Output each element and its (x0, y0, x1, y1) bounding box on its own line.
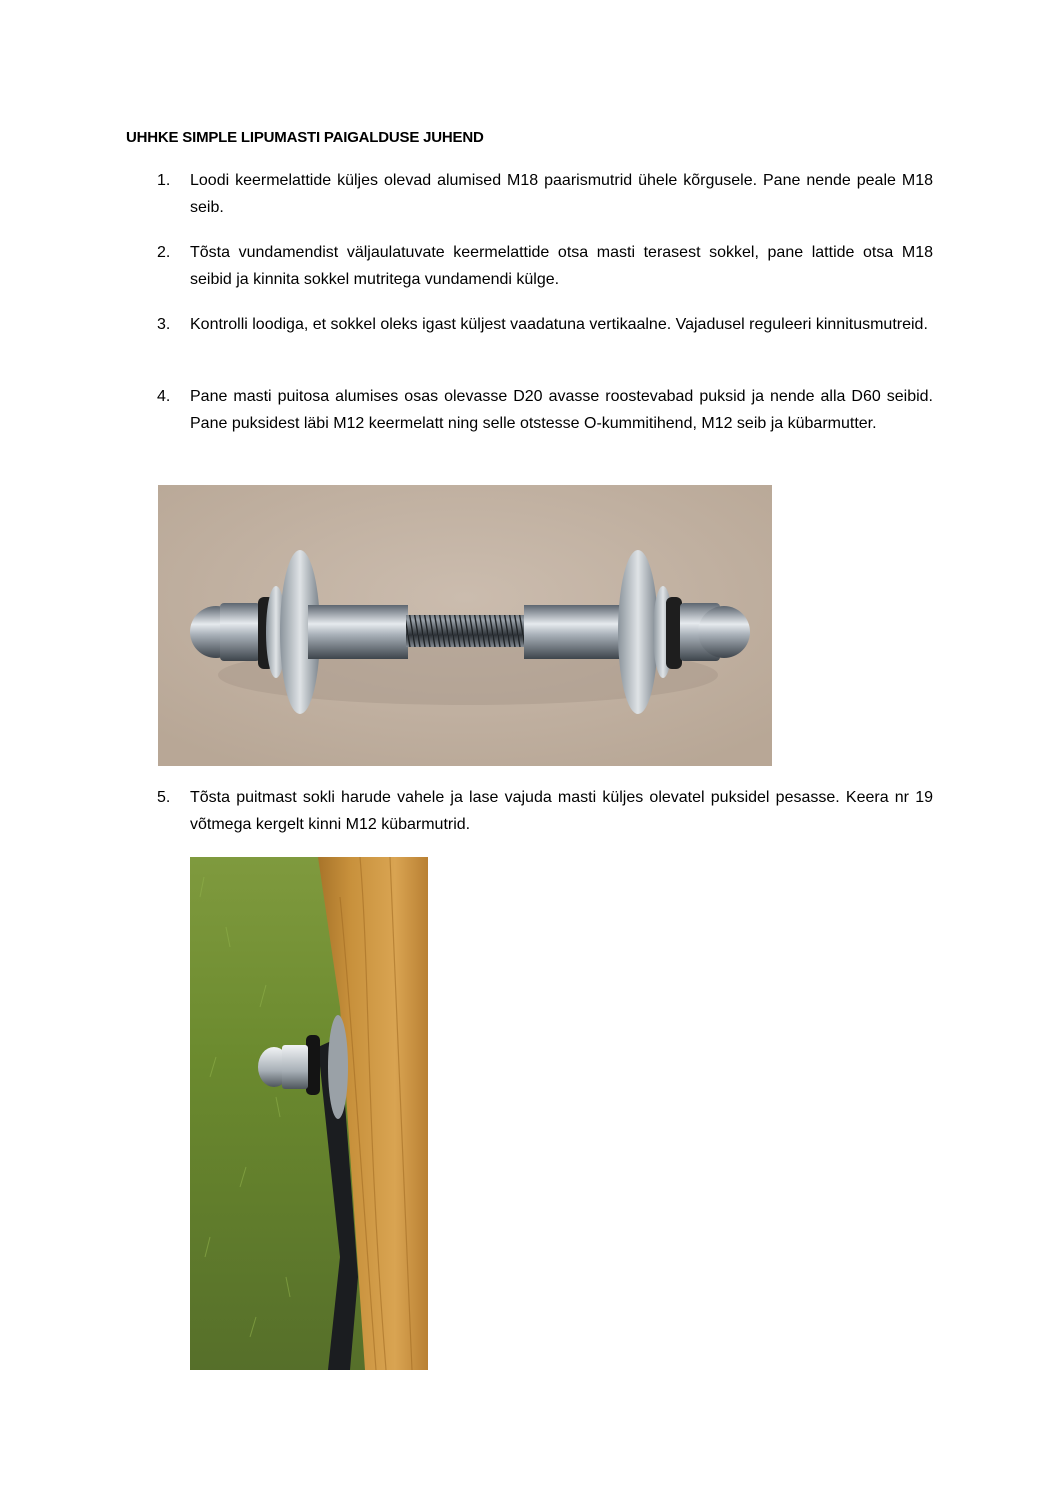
step-number: 4. (157, 388, 171, 405)
step-4 (157, 383, 933, 437)
bolt-assembly-photo (158, 485, 772, 766)
step-text: Pane masti puitosa alumises osas olevasse D20 avasse roostevabad puksid ja nende alla D60 seibid. Pane puksidest läbi M12 keermelatt ning selle otstesse O-kummitihend, M12 seib ja kübarmutter. (190, 388, 933, 432)
step-2 (157, 239, 933, 293)
step-number: 2. (157, 244, 171, 261)
step-text: Loodi keermelattide küljes olevad alumised M18 paarismutrid ühele kõrgusele. Pane nende peale M18 seib. (190, 172, 933, 216)
step-5 (157, 784, 933, 838)
step-text: Tõsta puitmast sokli harude vahele ja lase vajuda masti küljes olevatel puksidel pesasse. Keera nr 19 võtmega kergelt kinni M12 kübarmutrid. (190, 789, 933, 833)
step-3 (157, 311, 933, 338)
step-1 (157, 167, 933, 221)
step-text: Tõsta vundamendist väljaulatuvate keermelattide otsa masti terasest sokkel, pane lattide otsa M18 seibid ja kinnita sokkel mutritega vundamendi külge. (190, 244, 933, 288)
document-title: UHHKE SIMPLE LIPUMASTI PAIGALDUSE JUHEND (126, 129, 484, 146)
step-number: 3. (157, 316, 171, 333)
installed-mast-photo (190, 857, 428, 1370)
step-text: Kontrolli loodiga, et sokkel oleks igast küljest vaadatuna vertikaalne. Vajadusel reguleeri kinnitusmutreid. (190, 316, 928, 333)
step-number: 5. (157, 789, 171, 806)
step-number: 1. (157, 172, 171, 189)
